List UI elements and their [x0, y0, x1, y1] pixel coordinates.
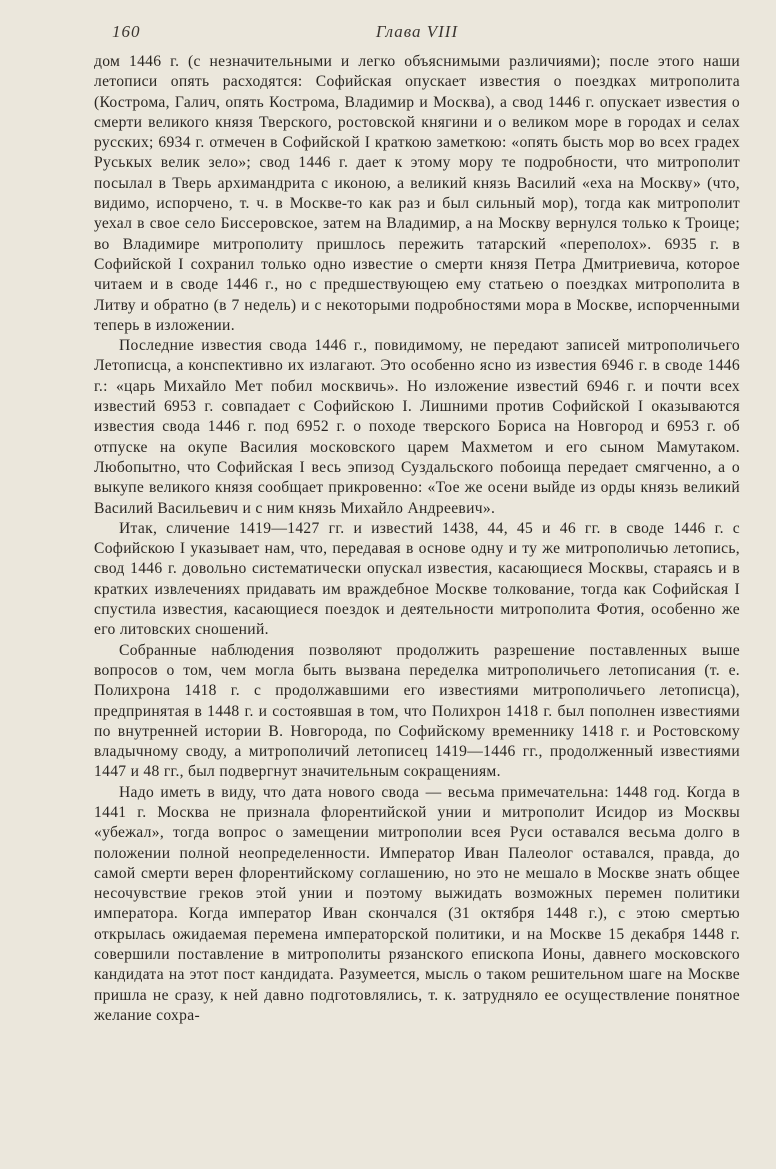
paragraph-1: дом 1446 г. (с незначительными и легко объяснимыми различиями); после этого наши летописи опять расходятся: Софийская опускает известия о поездках митрополита (Кострома, Галич, опять Кострома, Владимир и Москва), а свод 1446 г. опускает известия о смерти великого князя Тверского, ростовской княгини и о великом море в городах и селах русских; 6934 г. отмечен в Софийской I краткою заметкою: «опять бысть мор во всех градех Руськых велик зело»; свод 1446 г. дает к этому мору те подробности, что митрополит посылал в Тверь архимандрита с иконою, а великий князь Василий «еха на Москву» (что, видимо, испорчено, т. ч. в Москве-то как раз и был сильный мор), тогда как митрополит уехал в свое село Биссеровское, затем на Владимир, а на Москву вернулся только к Троице; во Владимире митрополиту пришлось пережить татарский «переполох». 6935 г. в Софийской I сохранил только одно известие о смерти князя Петра Дмитриевича, которое читаем и в своде 1446 г., но с предшествующею ему статьею о поездках митрополита в Литву и обратно (в 7 недель) и с некоторыми подробностями мора в Москве, испорченными теперь в изложении. [94, 53, 740, 334]
paragraph-4: Собранные наблюдения позволяют продолжить разрешение поставленных выше вопросов о том, чем могла быть вызвана переделка митрополичьего летописания (т. е. Полихрона 1418 г. с продолжавшими его известиями митрополичьего летописца), предпринятая в 1448 г. и состоявшая в том, что Полихрон 1418 г. был пополнен известиями по внутренней истории В. Новгорода, по Софийскому временнику 1418 г. и Ростовскому владычному своду, а митрополичий летописец 1419—1446 гг., продолженный известиями 1447 и 48 гг., был подвергнут значительным сокращениям. [94, 641, 740, 781]
page-number: 160 [112, 22, 141, 41]
chapter-title: Глава VIII [375, 22, 459, 41]
body-text [94, 52, 740, 1026]
running-head [94, 18, 740, 52]
paragraph-3: Итак, сличение 1419—1427 гг. и известий 1438, 44, 45 и 46 гг. в своде 1446 г. с Софийскою I указывает нам, что, передавая в основе одну и ту же митрополичью летопись, свод 1446 г. довольно систематически опускал известия, касающиеся Москвы, стараясь и в кратких извлечениях придавать им враждебное Москве толкование, тогда как Софийская I спустила известия, касающиеся поездок и деятельности митрополита Фотия, особенно же его литовских сношений. [94, 519, 740, 639]
paragraph-5: Надо иметь в виду, что дата нового свода — весьма примечательна: 1448 год. Когда в 1441 г. Москва не признала флорентийской унии и митрополит Исидор из Москвы «убежал», тогда вопрос о замещении митрополии всея Руси оставался весьма долго в положении полной неопределенности. Император Иван Палеолог оставался, правда, до самой смерти верен флорентийскому соглашению, но это не мешало в Москве знать общее несочувствие греков этой унии и поэтому выжидать возможных перемен политики императора. Когда император Иван скончался (31 октября 1448 г.), с этою смертью открылась ожидаемая перемена императорской политики, и на Москве 15 декабря 1448 г. совершили поставление в митрополиты рязанского епископа Ионы, давнего московского кандидата на этот пост кандидата. Разумеется, мысль о таком решительном шаге на Москве пришла не сразу, к ней давно подготовлялись, т. к. затрудняло ее осуществление понятное желание сохра- [94, 783, 740, 1024]
paragraph-2: Последние известия свода 1446 г., повидимому, не передают записей митрополичьего Летописца, а конспективно их излагают. Это особенно ясно из известия 6946 г. в своде 1446 г.: «царь Михайло Мет побил москвичь». Но изложение известий 6946 г. и почти всех известий 6953 г. совпадает с Софийскою I. Лишними против Софийской I оказываются известия свода 1446 г. под 6952 г. о походе тверского Бориса на Новгород и 6953 г. об отпуске на окупе Василия московского царем Махметом и его сыном Мамутаком. Любопытно, что Софийская I весь эпизод Суздальского побоища передает смягченно, а о выкупе великого князя сообщает прикровенно: «Тое же осени выйде из орды князь великий Василий Васильевич и с ним князь Михайло Андреевич». [94, 337, 740, 517]
